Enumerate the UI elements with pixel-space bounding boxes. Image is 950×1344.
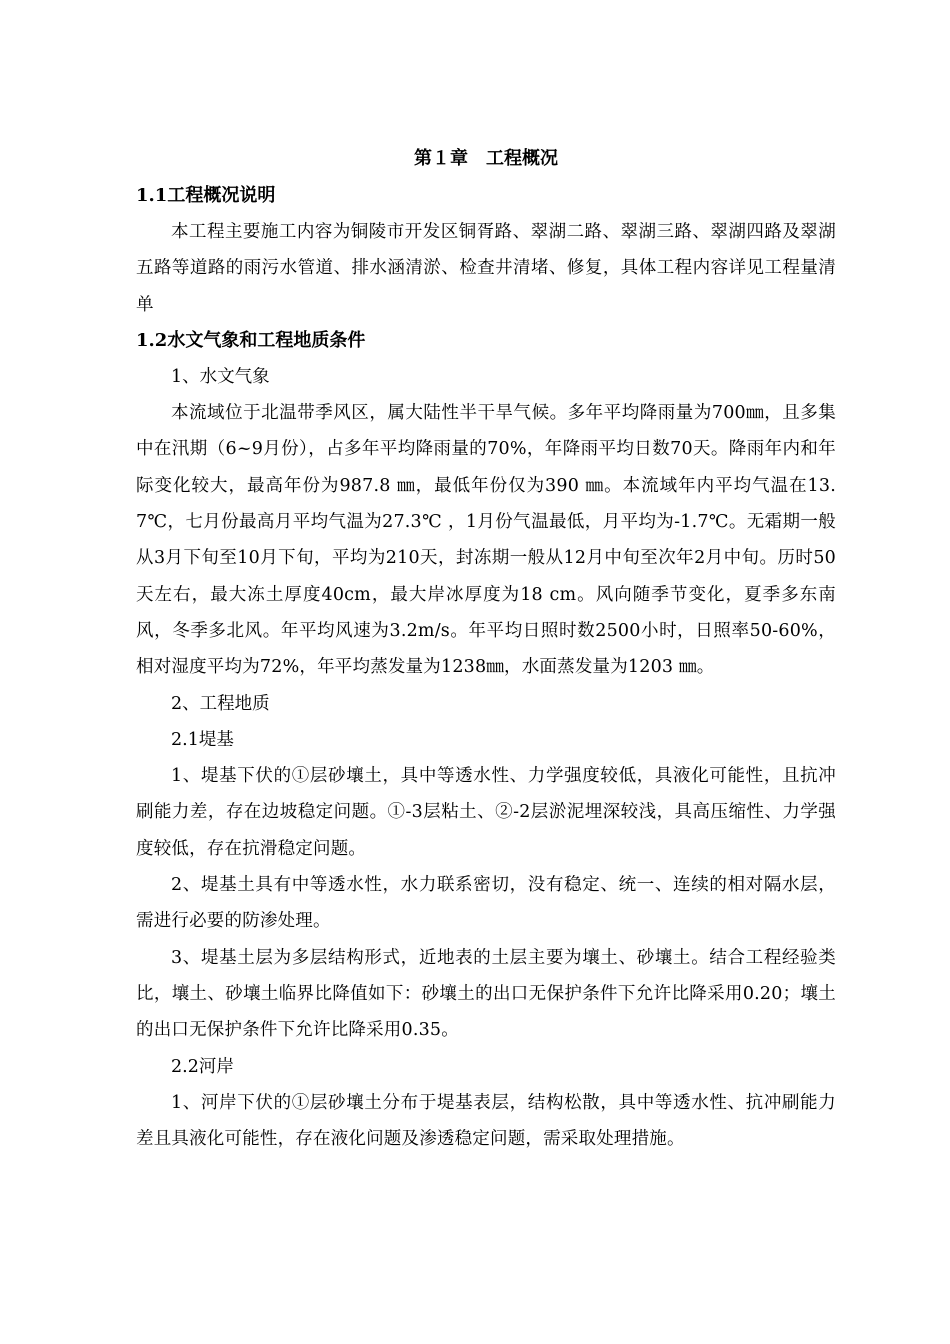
section-heading-1-1: 1.1工程概况说明 bbox=[136, 185, 276, 206]
section-heading-1-2: 1.2水文气象和工程地质条件 bbox=[136, 329, 366, 351]
subheading-geology: 2、工程地质 bbox=[171, 693, 270, 714]
hydrology-paragraph: 本流域位于北温带季风区，属大陆性半干旱气候。多年平均降雨量为700㎜，且多集中在汛期（6~9月份），占多年平均降雨量的70%，年降雨平均日数70天。降雨年内和年际变化较大，最高年份为987.8 ㎜，最低年份仅为390 ㎜。本流域年内平均气温在13.7℃，七月份最高月平均气温为27.3℃ ，1月份气温最低，月平均为-1.7℃。无霜期一般从3月下旬至10月下旬，平均为210天，封冻期一般从12月中旬至次年2月中旬。历时50天左右，最大冻土厚度40cm，最大岸冰厚度为18 cm。风向随季节变化，夏季多东南风，冬季多北风。年平均风速为3.2m/s。年平均日照时数2500小时，日照率50-60%，相对湿度平均为72%，年平均蒸发量为1238㎜，水面蒸发量为1203 ㎜。 bbox=[136, 403, 836, 678]
chapter-title: 第１章 工程概况 bbox=[414, 148, 558, 169]
foundation-item-2: 2、堤基土具有中等透水性，水力联系密切，没有稳定、统一、连续的相对隔水层，需进行必要的防渗处理。 bbox=[136, 875, 836, 932]
foundation-item-3: 3、堤基土层为多层结构形式，近地表的土层主要为壤土、砂壤土。结合工程经验类比，壤土、砂壤土临界比降值如下：砂壤土的出口无保护条件下允许比降采用0.20；壤土的出口无保护条件下允许比降采用0.35。 bbox=[136, 947, 836, 1041]
document-body bbox=[136, 143, 836, 1157]
subheading-riverbank: 2.2河岸 bbox=[171, 1056, 234, 1077]
subheading-foundation: 2.1堤基 bbox=[171, 729, 234, 750]
foundation-item-1: 1、堤基下伏的①层砂壤土，具中等透水性、力学强度较低，具液化可能性，且抗冲刷能力差，存在边坡稳定问题。①-3层粘土、②-2层淤泥埋深较浅，具高压缩性、力学强度较低，存在抗滑稳定问题。 bbox=[136, 766, 836, 859]
riverbank-item-1: 1、河岸下伏的①层砂壤土分布于堤基表层，结构松散，具中等透水性、抗冲刷能力差且具液化可能性，存在液化问题及渗透稳定问题，需采取处理措施。 bbox=[136, 1092, 836, 1150]
project-overview-paragraph: 本工程主要施工内容为铜陵市开发区铜胥路、翠湖二路、翠湖三路、翠湖四路及翠湖五路等道路的雨污水管道、排水涵清淤、检查井清堵、修复，具体工程内容详见工程量清单 bbox=[136, 222, 836, 315]
subheading-hydrology: 1、水文气象 bbox=[171, 366, 270, 387]
